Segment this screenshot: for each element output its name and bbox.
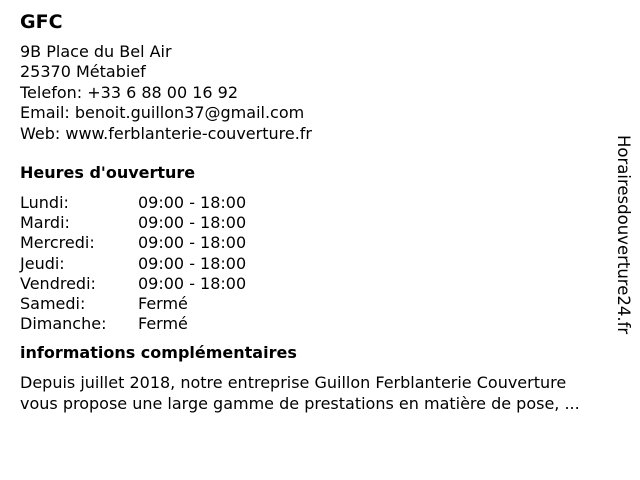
business-name: GFC [20,11,63,33]
day-label: Lundi: [20,193,69,213]
hours-row [20,213,620,233]
info-heading: informations complémentaires [20,343,297,363]
hours-table [20,193,620,334]
hours-row [20,233,620,253]
info-line-1: Depuis juillet 2018, notre entreprise Guillon Ferblanterie Couverture [20,373,567,393]
watermark-text: Horairesdouverture24.fr [614,135,633,335]
email-line: Email: benoit.guillon37@gmail.com [20,103,305,123]
web-line: Web: www.ferblanterie-couverture.fr [20,123,312,143]
hours-row [20,314,620,334]
day-label: Dimanche: [20,314,107,334]
day-label: Vendredi: [20,273,96,293]
address-line-2: 25370 Métabief [20,62,146,82]
time-value: 09:00 - 18:00 [138,273,247,293]
time-value: 09:00 - 18:00 [138,193,247,213]
business-card [20,10,620,414]
hours-row [20,294,620,314]
time-value: Fermé [138,314,188,334]
day-label: Samedi: [20,294,86,314]
phone-line: Telefon: +33 6 88 00 16 92 [20,82,239,102]
day-label: Jeudi: [20,253,65,273]
time-value: 09:00 - 18:00 [138,253,247,273]
hours-row [20,254,620,274]
info-paragraph [20,373,620,414]
day-label: Mercredi: [20,233,95,253]
time-value: Fermé [138,294,188,314]
address-line-1: 9B Place du Bel Air [20,42,172,61]
hours-row [20,274,620,294]
day-label: Mardi: [20,213,70,233]
time-value: 09:00 - 18:00 [138,233,247,253]
hours-heading: Heures d'ouverture [20,163,196,183]
hours-row [20,193,620,213]
time-value: 09:00 - 18:00 [138,213,247,233]
info-line-2: vous propose une large gamme de prestations en matière de pose, ... [20,393,580,413]
site-watermark [611,135,635,345]
contact-block [20,42,620,144]
